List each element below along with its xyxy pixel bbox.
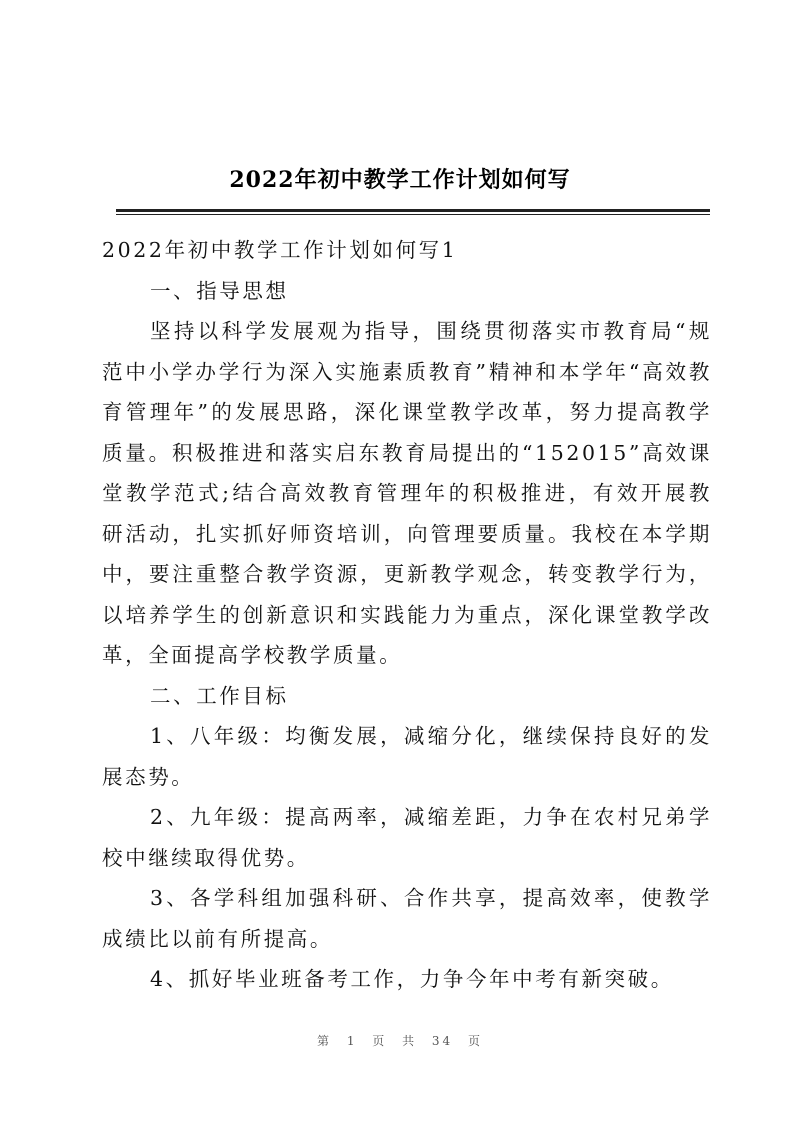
goal-item: 1、八年级：均衡发展，减缩分化，继续保持良好的发展态势。 <box>102 724 712 789</box>
goal-item: 3、各学科组加强科研、合作共享，提高效率，使教学成绩比以前有所提高。 <box>102 886 712 951</box>
document-title: 2022年初中教学工作计划如何写 <box>229 167 571 193</box>
title-divider-thin <box>116 214 710 215</box>
page-number-footer: 第 1 页 共 34 页 <box>317 1034 483 1048</box>
title-divider-thick <box>116 209 710 212</box>
subheading-work-goals: 二、工作目标 <box>150 683 289 708</box>
subheading-guiding-thought: 一、指导思想 <box>150 278 289 303</box>
goal-item: 4、抓好毕业班备考工作，力争今年中考有新突破。 <box>150 967 674 991</box>
goal-item: 2、九年级：提高两率，减缩差距，力争在农村兄弟学校中继续取得优势。 <box>102 805 712 870</box>
section-heading: 2022年初中教学工作计划如何写1 <box>102 238 458 262</box>
document-body <box>102 230 712 1000</box>
body-paragraph: 坚持以科学发展观为指导，围绕贯彻落实市教育局“规范中小学办学行为深入实施素质教育”精神和本学年“高效教育管理年”的发展思路，深化课堂教学改革，努力提高教学质量。积极推进和落实启东教育局提出的“152015”高效课堂教学范式;结合高效教育管理年的积极推进，有效开展教研活动，扎实抓好师资培训，向管理要质量。我校在本学期中，要注重整合教学资源，更新教学观念，转变教学行为，以培养学生的创新意识和实践能力为重点，深化课堂教学改革，全面提高学校教学质量。 <box>102 319 712 667</box>
